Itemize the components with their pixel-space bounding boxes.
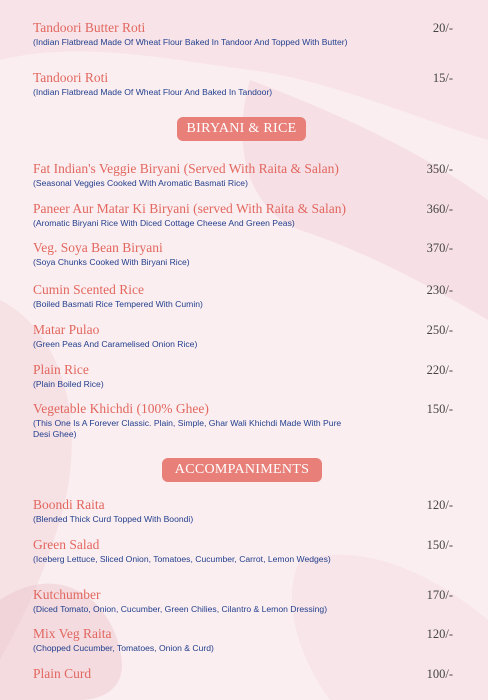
item-price: 250/-: [426, 323, 453, 337]
item-name: Boondi Raita: [33, 497, 105, 512]
item-name: Kutchumber: [33, 587, 101, 602]
item-price: 20/-: [432, 21, 453, 35]
item-description: (This One Is A Forever Classic. Plain, Simple, Ghar Wali Khichdi Made With Pure Desi Ghee): [33, 418, 342, 439]
menu-item-soya-bean-biryani: [33, 240, 453, 268]
item-name: Green Salad: [33, 537, 100, 552]
item-name: Vegetable Khichdi (100% Ghee): [33, 401, 209, 416]
item-price: 150/-: [426, 402, 453, 416]
item-description: (Diced Tomato, Onion, Cucumber, Green Chilies, Cilantro & Lemon Dressing): [33, 604, 328, 614]
item-price: 350/-: [426, 162, 453, 176]
item-name: Tandoori Roti: [33, 70, 109, 85]
item-price: 170/-: [426, 588, 453, 602]
item-price: 15/-: [432, 71, 453, 85]
item-description: (Indian Flatbread Made Of Wheat Flour And Baked In Tandoor): [33, 87, 273, 97]
menu-item-paneer-matar-biryani: [33, 201, 453, 229]
menu-item-plain-rice: [33, 362, 453, 390]
item-price: 360/-: [426, 202, 453, 216]
item-description: (Blended Thick Curd Topped With Boondi): [33, 514, 194, 524]
item-description: (Green Peas And Caramelised Onion Rice): [33, 339, 198, 349]
item-price: 230/-: [426, 283, 453, 297]
item-name: Plain Rice: [33, 362, 89, 377]
item-price: 120/-: [426, 498, 453, 512]
item-description: (Chopped Cucumber, Tomatoes, Onion & Curd): [33, 643, 214, 653]
item-price: 370/-: [426, 241, 453, 255]
menu-item-veggie-biryani: [33, 161, 453, 189]
item-name: Mix Veg Raita: [33, 626, 112, 641]
menu-item-tandoori-butter-roti: [33, 20, 453, 48]
item-price: 220/-: [426, 363, 453, 377]
item-price: 120/-: [426, 627, 453, 641]
item-description: (Seasonal Veggies Cooked With Aromatic Basmati Rice): [33, 178, 248, 188]
item-name: Paneer Aur Matar Ki Biryani (served With Raita & Salan): [33, 201, 346, 216]
item-description: (Boiled Basmati Rice Tempered With Cumin): [33, 299, 203, 309]
item-name: Veg. Soya Bean Biryani: [33, 240, 163, 255]
menu-item-tandoori-roti: [33, 70, 453, 98]
item-description: (Indian Flatbread Made Of Wheat Flour Baked In Tandoor And Topped With Butter): [33, 37, 348, 47]
menu-item-kutchumber: [33, 587, 453, 615]
item-description: (Plain Boiled Rice): [33, 379, 104, 389]
menu-item-plain-curd: [33, 666, 453, 683]
menu-item-matar-pulao: [33, 322, 453, 350]
item-description: (Soya Chunks Cooked With Biryani Rice): [33, 257, 190, 267]
item-description: (Iceberg Lettuce, Sliced Onion, Tomatoes, Cucumber, Carrot, Lemon Wedges): [33, 554, 331, 564]
item-price: 150/-: [426, 538, 453, 552]
menu-item-cumin-scented-rice: [33, 282, 453, 310]
item-name: Plain Curd: [33, 666, 92, 681]
item-description: (Aromatic Biryani Rice With Diced Cottage Cheese And Green Peas): [33, 218, 295, 228]
section-header-biryani-rice: BIRYANI & RICE: [177, 117, 306, 141]
section-header-accompaniments: ACCOMPANIMENTS: [162, 458, 322, 482]
menu-item-green-salad: [33, 537, 453, 565]
menu-item-vegetable-khichdi: [33, 401, 453, 440]
item-name: Cumin Scented Rice: [33, 282, 144, 297]
item-name: Matar Pulao: [33, 322, 100, 337]
item-name: Fat Indian's Veggie Biryani (Served With Raita & Salan): [33, 161, 339, 176]
menu-item-boondi-raita: [33, 497, 453, 525]
item-price: 100/-: [426, 667, 453, 681]
menu-item-mix-veg-raita: [33, 626, 453, 654]
item-name: Tandoori Butter Roti: [33, 20, 146, 35]
